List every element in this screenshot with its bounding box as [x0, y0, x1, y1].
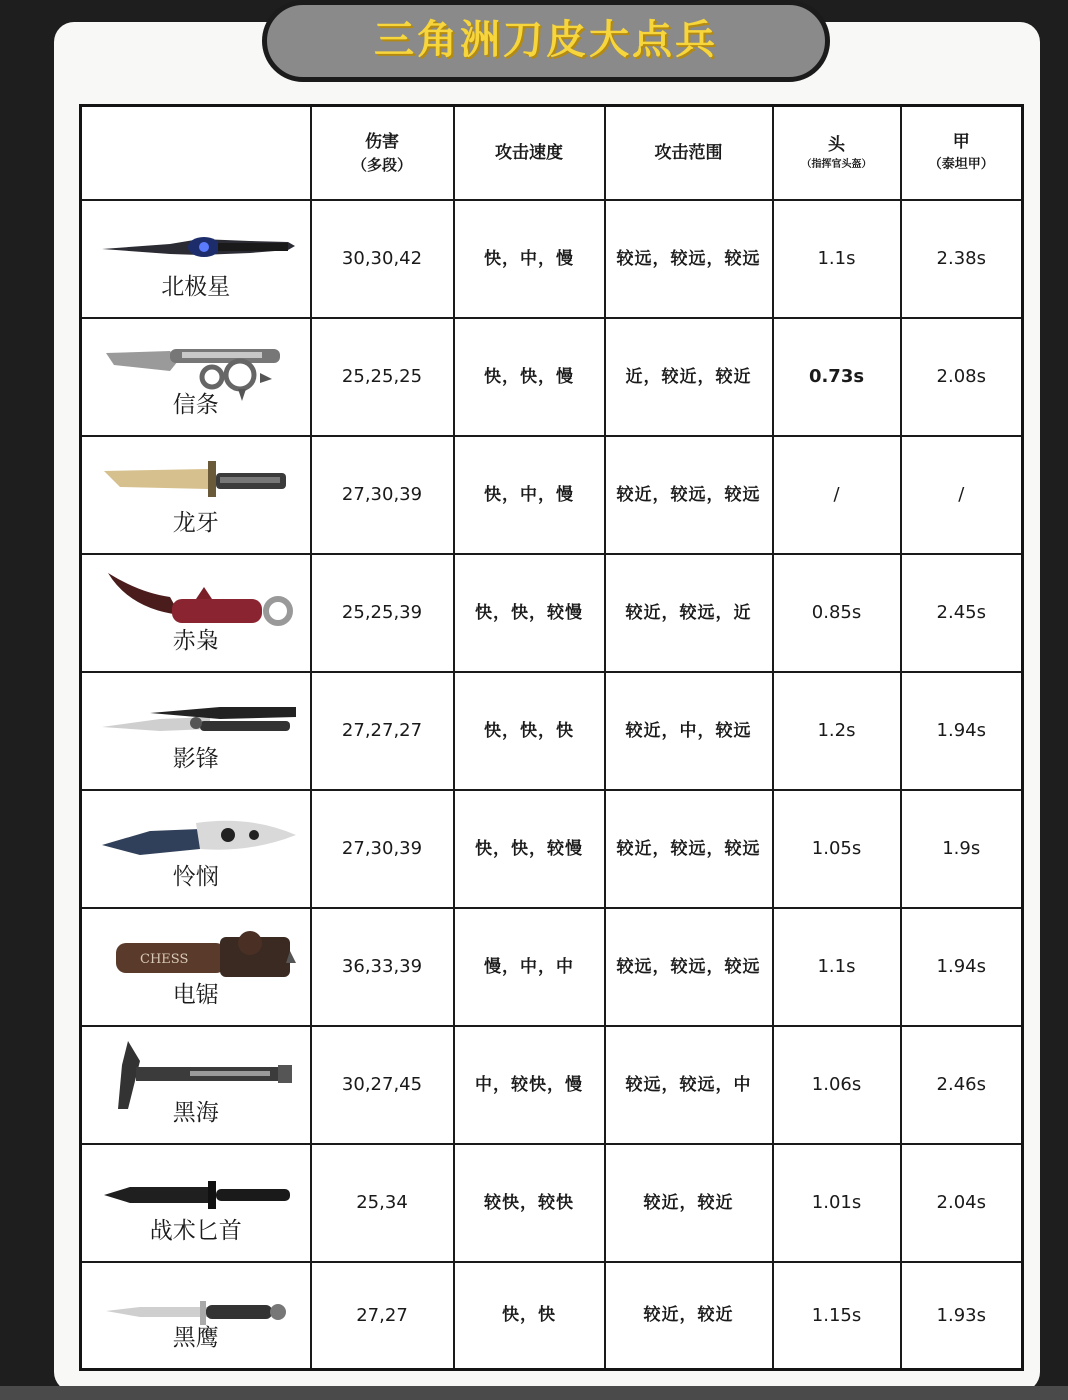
knife-comparison-table: [79, 104, 1024, 1371]
knife-cell: [81, 1026, 311, 1144]
knife-cell: [81, 554, 311, 672]
range-cell: 较远，较远，较远: [605, 908, 773, 1026]
speed-cell: 快，中，慢: [454, 436, 605, 554]
page-title: 三角洲刀皮大点兵: [374, 16, 718, 63]
header-head: [773, 106, 901, 200]
damage-cell: 30,30,42: [311, 200, 454, 318]
table-header-row: [81, 106, 1023, 200]
range-cell: 较近，较远，近: [605, 554, 773, 672]
damage-cell: 25,25,25: [311, 318, 454, 436]
header-armor-sub: （泰坦甲）: [928, 156, 994, 172]
header-head-label: 头: [828, 134, 845, 155]
header-blank-cell: [81, 106, 311, 200]
header-armor-label: 甲: [952, 131, 970, 152]
armor-time-cell: 2.46s: [901, 1026, 1023, 1144]
bottom-edge: [0, 1386, 1068, 1400]
knife-name: 信条: [172, 391, 219, 418]
table-row: [81, 672, 1023, 790]
knife-cell: [81, 318, 311, 436]
speed-cell: 较快，较快: [454, 1144, 605, 1262]
knife-name: 影锋: [172, 745, 219, 772]
range-cell: 较近，较近: [605, 1262, 773, 1370]
damage-cell: 30,27,45: [311, 1026, 454, 1144]
range-cell: 较近，较近: [605, 1144, 773, 1262]
head-time-cell: 1.2s: [773, 672, 901, 790]
speed-cell: 慢，中，中: [454, 908, 605, 1026]
knife-name: 战术匕首: [149, 1217, 242, 1244]
armor-time-cell: 2.04s: [901, 1144, 1023, 1262]
header-head-sub: （指挥官头盔）: [801, 158, 872, 170]
knife-cell: [81, 1262, 311, 1370]
title-banner: [262, 0, 830, 82]
range-cell: 近，较近，较近: [605, 318, 773, 436]
knife-cell: [81, 200, 311, 318]
table-row: [81, 318, 1023, 436]
damage-cell: 36,33,39: [311, 908, 454, 1026]
damage-cell: 25,34: [311, 1144, 454, 1262]
knife-name: 北极星: [161, 273, 231, 300]
speed-cell: 快，中，慢: [454, 200, 605, 318]
damage-cell: 27,27: [311, 1262, 454, 1370]
knife-name: 龙牙: [172, 509, 219, 536]
header-armor: [901, 106, 1023, 200]
svg-text:CHESS: CHESS: [140, 951, 189, 967]
knife-name: 电锯: [172, 981, 219, 1008]
knife-cell: [81, 436, 311, 554]
armor-time-cell: 2.38s: [901, 200, 1023, 318]
header-damage-sub: （多段）: [351, 155, 412, 174]
head-time-cell: 1.1s: [773, 908, 901, 1026]
damage-cell: 25,25,39: [311, 554, 454, 672]
speed-cell: 快，快，快: [454, 672, 605, 790]
armor-time-cell: 1.94s: [901, 672, 1023, 790]
table-row: [81, 554, 1023, 672]
range-cell: 较远，较远，较远: [605, 200, 773, 318]
header-speed-label: 攻击速度: [495, 142, 563, 163]
head-time-cell: 1.15s: [773, 1262, 901, 1370]
speed-cell: 快，快，较慢: [454, 554, 605, 672]
table-row: [81, 1026, 1023, 1144]
table-row: [81, 1144, 1023, 1262]
armor-time-cell: 2.08s: [901, 318, 1023, 436]
table-row: [81, 908, 1023, 1026]
armor-time-cell: 2.45s: [901, 554, 1023, 672]
head-time-cell: 1.06s: [773, 1026, 901, 1144]
table-row: [81, 790, 1023, 908]
knife-name: 赤枭: [172, 627, 219, 654]
knife-cell: [81, 908, 311, 1026]
damage-cell: 27,30,39: [311, 436, 454, 554]
armor-time-cell: /: [901, 436, 1023, 554]
range-cell: 较近，较远，较远: [605, 790, 773, 908]
armor-time-cell: 1.93s: [901, 1262, 1023, 1370]
head-time-cell: 1.1s: [773, 200, 901, 318]
armor-time-cell: 1.9s: [901, 790, 1023, 908]
knife-name: 怜悯: [172, 863, 219, 890]
header-damage-label: 伤害: [365, 131, 399, 152]
knife-name: 黑鹰: [172, 1325, 219, 1351]
head-time-cell: /: [773, 436, 901, 554]
header-damage: [311, 106, 454, 200]
knife-cell: [81, 790, 311, 908]
range-cell: 较近，中，较远: [605, 672, 773, 790]
table-row: [81, 200, 1023, 318]
header-speed: [454, 106, 605, 200]
head-time-cell: 0.73s: [773, 318, 901, 436]
speed-cell: 快，快: [454, 1262, 605, 1370]
knife-name: 黑海: [172, 1099, 219, 1126]
table-row: [81, 1262, 1023, 1370]
damage-cell: 27,27,27: [311, 672, 454, 790]
header-range-label: 攻击范围: [654, 142, 723, 163]
armor-time-cell: 1.94s: [901, 908, 1023, 1026]
head-time-cell: 1.01s: [773, 1144, 901, 1262]
range-cell: 较远，较远，中: [605, 1026, 773, 1144]
speed-cell: 中，较快，慢: [454, 1026, 605, 1144]
knife-cell: [81, 672, 311, 790]
knife-cell: [81, 1144, 311, 1262]
header-range: [605, 106, 773, 200]
table-row: [81, 436, 1023, 554]
head-time-cell: 0.85s: [773, 554, 901, 672]
range-cell: 较近，较远，较远: [605, 436, 773, 554]
speed-cell: 快，快，较慢: [454, 790, 605, 908]
damage-cell: 27,30,39: [311, 790, 454, 908]
head-time-cell: 1.05s: [773, 790, 901, 908]
speed-cell: 快，快，慢: [454, 318, 605, 436]
